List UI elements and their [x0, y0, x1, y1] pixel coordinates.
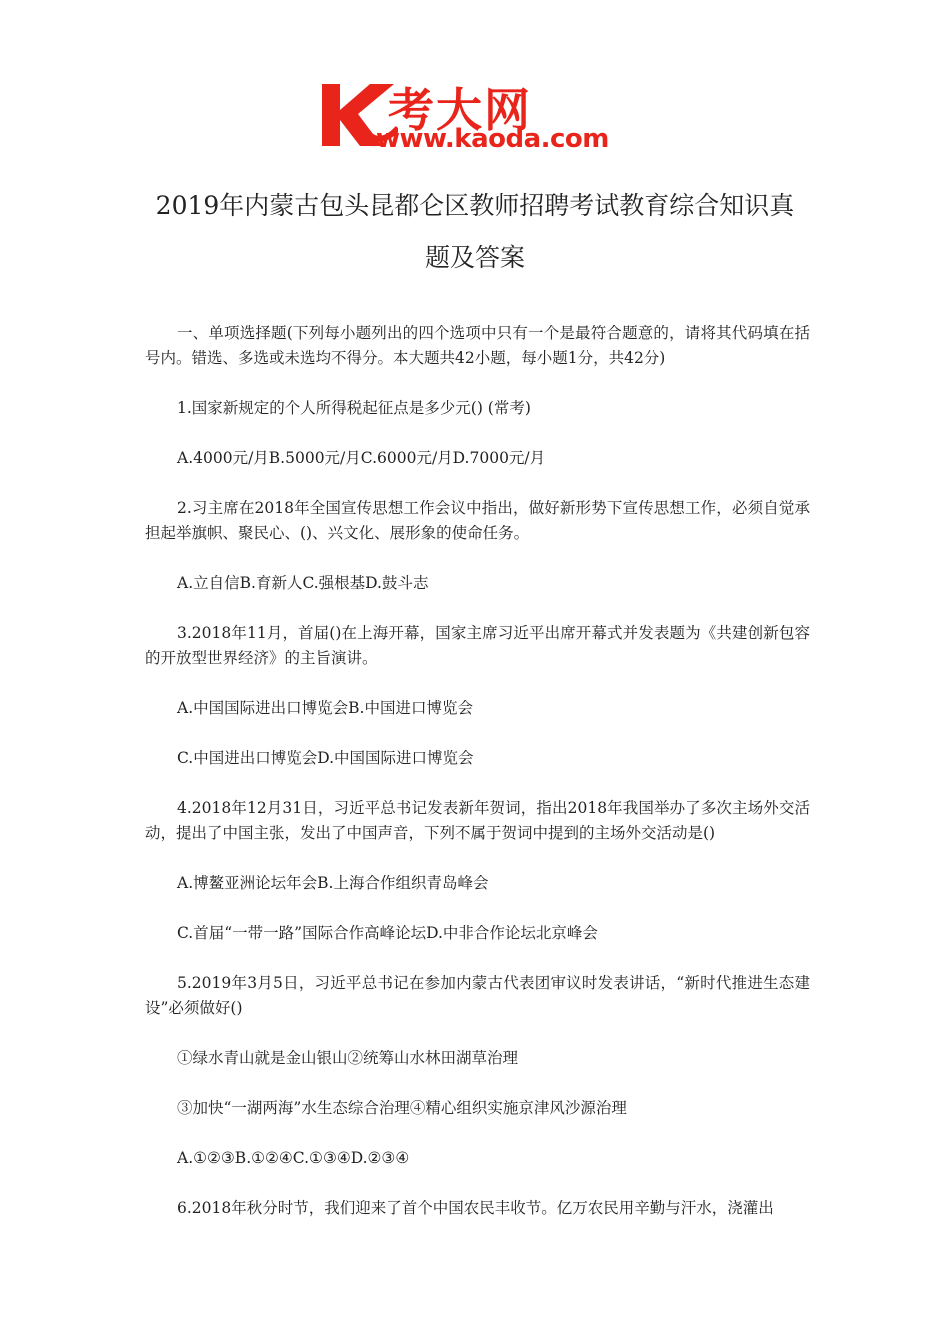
section-instruction: 一、单项选择题(下列每小题列出的四个选项中只有一个是最符合题意的，请将其代码填在括号内。错选、多选或未选均不得分。本大题共42小题，每小题1分，共42分) [145, 324, 810, 367]
document-title: 2019年内蒙古包头昆都仑区教师招聘考试教育综合知识真题及答案 [155, 191, 795, 272]
question-1-options: A.4000元/月B.5000元/月C.6000元/月D.7000元/月 [177, 449, 546, 467]
document-body [145, 321, 810, 1246]
question-1: 1.国家新规定的个人所得税起征点是多少元() (常考) [177, 399, 531, 417]
question-3-options-cd: C.中国进出口博览会D.中国国际进口博览会 [177, 749, 474, 767]
question-2-options: A.立自信B.育新人C.强根基D.鼓斗志 [177, 574, 429, 592]
question-3: 3.2018年11月，首届()在上海开幕，国家主席习近平出席开幕式并发表题为《共建创新包容的开放型世界经济》的主旨演讲。 [145, 624, 810, 667]
question-3-options-ab: A.中国国际进出口博览会B.中国进口博览会 [177, 699, 473, 717]
question-6: 6.2018年秋分时节，我们迎来了首个中国农民丰收节。亿万农民用辛勤与汗水，浇灌出 [177, 1199, 774, 1217]
kaoda-logo [318, 80, 638, 158]
question-5-options: A.①②③B.①②④C.①③④D.②③④ [177, 1149, 410, 1167]
question-5-statements-12: ①绿水青山就是金山银山②统筹山水林田湖草治理 [177, 1049, 519, 1067]
logo-url: www.kaoda.com [376, 124, 609, 154]
question-4-options-cd: C.首届“一带一路”国际合作高峰论坛D.中非合作论坛北京峰会 [177, 924, 598, 942]
question-4-options-ab: A.博鳌亚洲论坛年会B.上海合作组织青岛峰会 [177, 874, 489, 892]
logo-brand-name: 考大网 [388, 83, 532, 137]
question-5: 5.2019年3月5日，习近平总书记在参加内蒙古代表团审议时发表讲话，“新时代推进生态建设”必须做好() [145, 974, 810, 1017]
question-2: 2.习主席在2018年全国宣传思想工作会议中指出，做好新形势下宣传思想工作，必须自觉承担起举旗帜、聚民心、()、兴文化、展形象的使命任务。 [145, 499, 810, 542]
question-4: 4.2018年12月31日，习近平总书记发表新年贺词，指出2018年我国举办了多次主场外交活动，提出了中国主张，发出了中国声音，下列不属于贺词中提到的主场外交活动是() [145, 799, 810, 842]
question-5-statements-34: ③加快“一湖两海”水生态综合治理④精心组织实施京津风沙源治理 [177, 1099, 627, 1117]
